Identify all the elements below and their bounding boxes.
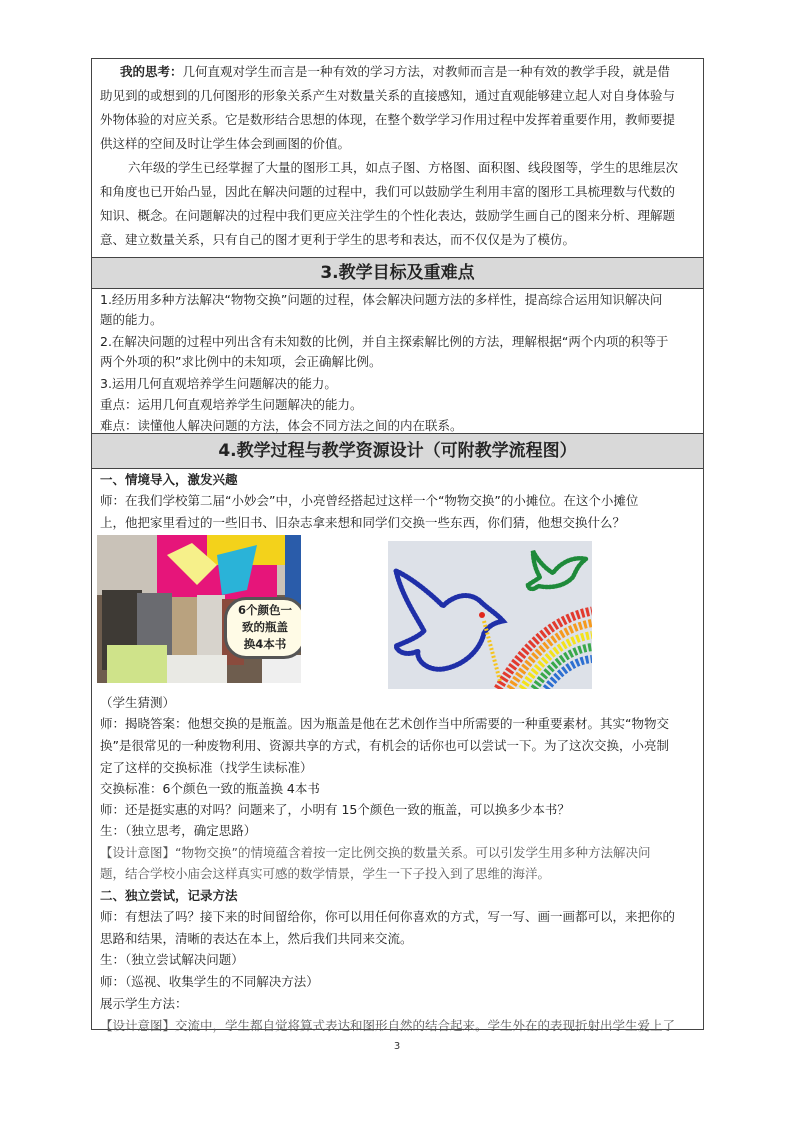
goal-line-1: 1.经历用多种方法解决“物物交换”问题的过程，体会解决问题方法的多样性，提高综合运用知识解决问	[100, 292, 663, 307]
bottle-cap-dove-art-photo	[388, 541, 592, 689]
callout-bubble	[224, 597, 301, 659]
after-photo-line-4: 定了这样的交换标准（找学生读标准）	[100, 760, 313, 775]
think-para2-line-4: 意、建立数量关系，只有自己的图才更利于学生的思考和表达，而不仅仅是为了模仿。	[100, 232, 576, 247]
think-para2-line-1: 六年级的学生已经掌握了大量的图形工具，如点子图、方格图、面积图、线段图等，学生的思维层次	[128, 160, 679, 175]
book-stack-photo	[97, 535, 301, 683]
goal-line-5: 3.运用几何直观培养学生问题解决的能力。	[100, 376, 337, 391]
part1-title: 一、情境导入，激发兴趣	[100, 472, 238, 487]
bubble-line-2: 致的瓶盖	[242, 620, 288, 634]
after-photo-line-2: 师：揭晓答案：他想交换的是瓶盖。因为瓶盖是他在艺术创作当中所需要的一种重要素材。其实“物物交	[100, 716, 669, 731]
bubble-line-3: 换4本书	[243, 637, 287, 651]
part2-line-1: 师：有想法了吗？接下来的时间留给你，你可以用任何你喜欢的方式，写一写、画一画都可以，来把你的	[100, 909, 676, 924]
after-photo-line-7: 生：（独立思考，确定思路）	[100, 823, 257, 838]
part2-line-5: 展示学生方法：	[100, 996, 188, 1011]
goal-line-4: 两个外项的积”求比例中的未知项，会正确解比例。	[100, 354, 382, 369]
think-line-1: 我的思考：几何直观对学生而言是一种有效的学习方法，对教师而言是一种有效的教学手段，就是借	[120, 64, 671, 79]
part2-line-3: 生：（独立尝试解决问题）	[100, 952, 244, 967]
think-line-4: 供这样的空间及时让学生体会到画图的价值。	[100, 136, 351, 151]
think-label: 我的思考：	[120, 64, 183, 79]
part1-line-2: 上，他把家里看过的一些旧书、旧杂志拿来想和同学们交换一些东西，你们猜，他想交换什么？	[100, 515, 626, 530]
key-point-line: 重点：运用几何直观培养学生问题解决的能力。	[100, 397, 363, 412]
intent2-line: 【设计意图】交流中，学生都自觉将算式表达和图形自然的结合起来。学生外在的表现折射出学生爱上了	[100, 1018, 676, 1033]
goal-line-2: 题的能力。	[100, 312, 163, 327]
after-photo-line-3: 换”是很常见的一种废物利用、资源共享的方式，有机会的话你也可以尝试一下。为了这次交换，小亮制	[100, 738, 669, 753]
part2-title: 二、独立尝试，记录方法	[100, 888, 238, 903]
section3-heading: 3.教学目标及重难点	[92, 258, 703, 288]
dove-art-illustration	[388, 541, 592, 689]
after-photo-line-6: 师：还是挺实惠的对吗？问题来了，小明有 15个颜色一致的瓶盖，可以换多少本书？	[100, 802, 570, 817]
think-para2-line-2: 和角度也已开始凸显，因此在解决问题的过程中，我们可以鼓励学生利用丰富的图形工具梳理数与代数的	[100, 184, 676, 199]
think-line-2: 助见到的或想到的几何图形的形象关系产生对数量关系的直接感知，通过直观能够建立起人对自身体验与	[100, 88, 676, 103]
intent1-line-1: 【设计意图】“物物交换”的情境蕴含着按一定比例交换的数量关系。可以引发学生用多种方法解决问	[100, 845, 651, 860]
section4-heading: 4.教学过程与教学资源设计（可附教学流程图）	[92, 434, 703, 468]
part2-line-2: 思路和结果，清晰的表达在本上，然后我们共同来交流。	[100, 931, 413, 946]
after-photo-line-1: （学生猜测）	[100, 695, 176, 710]
goal-line-3: 2.在解决问题的过程中列出含有未知数的比例，并自主探索解比例的方法，理解根据“两个内项的积等于	[100, 334, 669, 349]
intent1-line-2: 题，结合学校小庙会这样真实可感的数学情景，学生一下子投入到了思维的海洋。	[100, 866, 551, 881]
think-para2-line-3: 知识、概念。在问题解决的过程中我们更应关注学生的个性化表达，鼓励学生画自己的图来分析、理解题	[100, 208, 676, 223]
exchange-standard: 交换标准：6个颜色一致的瓶盖换 4本书	[100, 781, 320, 796]
page-number: 3	[393, 1041, 401, 1052]
part1-line-1: 师：在我们学校第二届“小妙会”中，小亮曾经搭起过这样一个“物物交换”的小摊位。在这个小摊位	[100, 493, 639, 508]
think-line-3: 外物体验的对应关系。它是数形结合思想的体现，在整个数学学习作用过程中发挥着重要作用，教师要提	[100, 112, 676, 127]
difficulty-line: 难点：读懂他人解决问题的方法，体会不同方法之间的内在联系。	[100, 418, 463, 433]
part2-line-4: 师：（巡视、收集学生的不同解决方法）	[100, 974, 319, 989]
bubble-line-1: 6个颜色一	[237, 603, 292, 617]
